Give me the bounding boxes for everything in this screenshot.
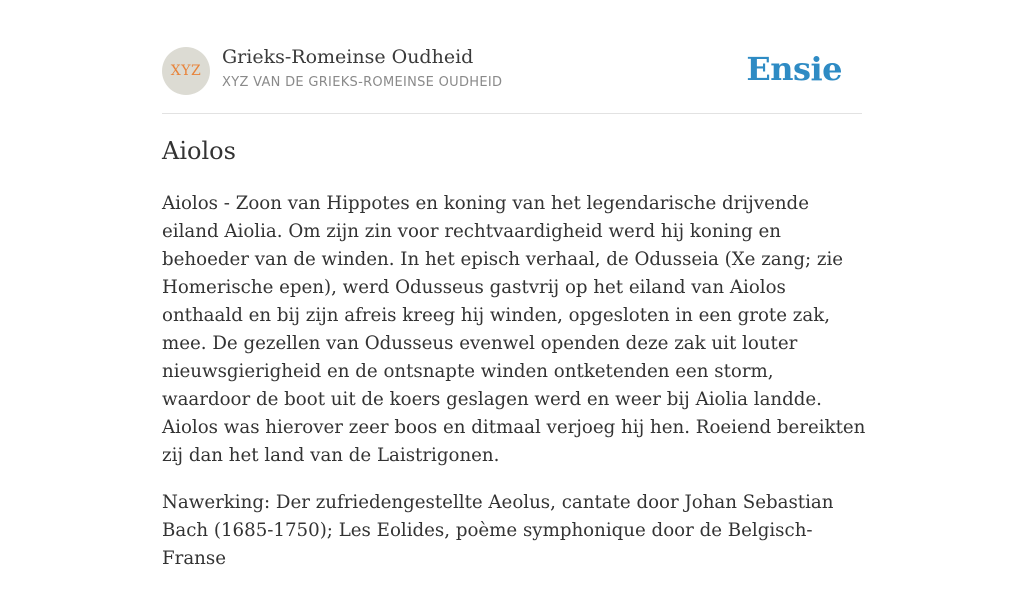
source-avatar[interactable]: XYZ	[162, 47, 210, 95]
ensie-logo-link[interactable]: Ensie	[746, 50, 842, 88]
source-header	[162, 46, 862, 96]
article-title: Aiolos	[162, 137, 236, 165]
article-paragraph: Nawerking: Der zufriedengestellte Aeolus, cantate door Johan Sebastian Bach (1685-1750); Les Eolides, poème symphonique door de Belgisch-Franse	[162, 492, 834, 569]
source-subtitle: XYZ VAN DE GRIEKS-ROMEINSE OUDHEID	[222, 75, 503, 90]
article-paragraph: Aiolos - Zoon van Hippotes en koning van het legendarische drijvende eiland Aiolia. Om zijn zin voor rechtvaardigheid werd hij koning en behoeder van de winden. In het episch verhaal, de Odusseia (Xe zang; zie Homerische epen), werd Odusseus gastvrij op het eiland van Aiolos onthaald en bij zijn afreis kreeg hij winden, opgesloten in een grote zak, mee. De gezellen van Odusseus evenwel openden deze zak uit louter nieuwsgierigheid en de ontsnapte winden ontketenden een storm, waardoor de boot uit de koers geslagen werd en weer bij Aiolia landde. Aiolos was hierover zeer boos en ditmaal verjoeg hij hen. Roeiend bereikten zij dan het land van de Laistrigonen.	[162, 193, 866, 466]
source-title-link[interactable]: Grieks-Romeinse Oudheid	[222, 46, 474, 68]
article-body	[162, 190, 866, 592]
header-divider	[162, 113, 862, 114]
